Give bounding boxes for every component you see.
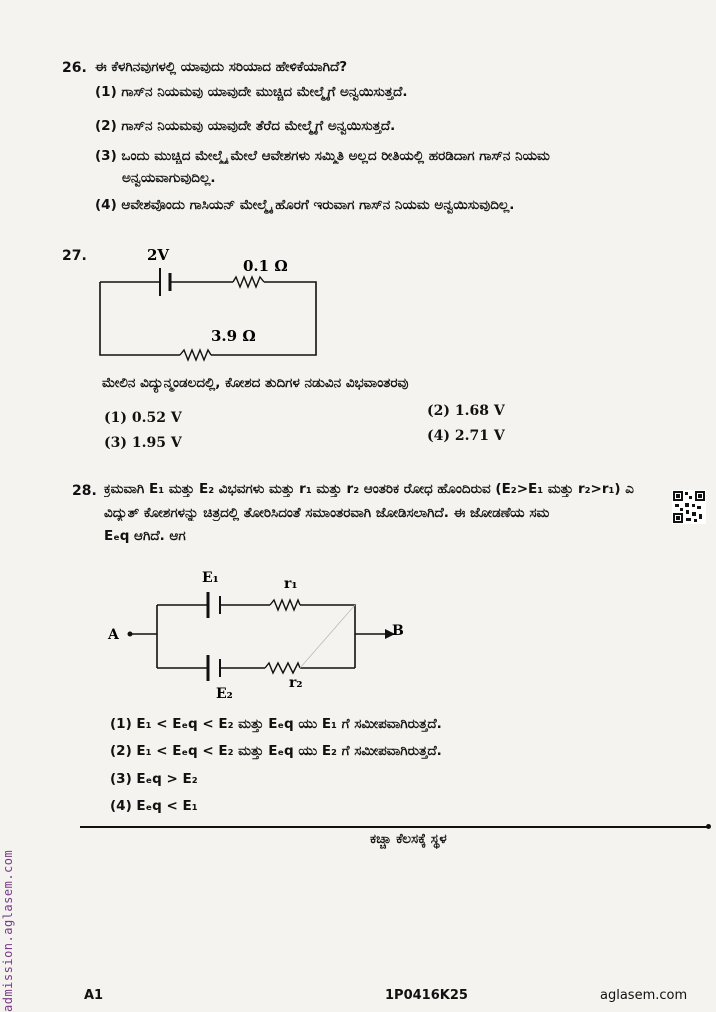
q28-option-2: (2) E₁ < Eₑq < E₂ ಮತ್ತು Eₑq ಯು E₂ ಗೆ ಸಮೀಪವಾಗಿರುತ್ತದೆ. [110, 743, 442, 759]
q27-stem: ಮೇಲಿನ ವಿದ್ಯುನ್ಮಂಡಲದಲ್ಲಿ, ಕೋಶದ ತುದಿಗಳ ನಡುವಿನ ವಿಭವಾಂತರವು [102, 375, 409, 391]
q26-option-2: (2) ಗಾಸ್‌ನ ನಿಯಮವು ಯಾವುದೇ ತೆರೆದ ಮೇಲ್ಮೈಗೆ ಅನ್ವಯಿಸುತ್ತದೆ. [95, 118, 396, 134]
qr-code [672, 490, 706, 524]
q28-stem-line-2: ವಿದ್ಯುತ್ ಕೋಶಗಳನ್ನು ಚಿತ್ರದಲ್ಲಿ ತೋರಿಸಿದಂತೆ ಸಮಾಂತರವಾಗಿ ಜೋಡಿಸಲಾಗಿದೆ. ಈ ಜೋಡಣೆಯ ಸಮ [104, 505, 550, 521]
q27-option-3: (3) 1.95 V [104, 435, 182, 451]
q28-stem-line-3: Eₑq ಆಗಿದೆ. ಆಗ [104, 528, 186, 544]
q26-option-1: (1) ಗಾಸ್‌ನ ನಿಯಮವು ಯಾವುದೇ ಮುಚ್ಚಿದ ಮೇಲ್ಮೈಗೆ ಅನ್ವಯಿಸುತ್ತದೆ. [95, 84, 408, 100]
q27-internal-resistance-label: 0.1 Ω [243, 257, 288, 275]
q28-point-b-label: B [392, 623, 404, 639]
q26-number: 26. [62, 60, 87, 76]
divider-dot [706, 824, 711, 829]
q28-option-4: (4) Eₑq < E₁ [110, 798, 198, 814]
q28-r1-label: r₁ [284, 576, 298, 592]
q28-option-3: (3) Eₑq > E₂ [110, 771, 198, 787]
q26-stem: ಈ ಕೆಳಗಿನವುಗಳಲ್ಲಿ ಯಾವುದು ಸರಿಯಾದ ಹೇಳಿಕೆಯಾಗಿದೆ? [95, 59, 348, 75]
q27-external-resistance-label: 3.9 Ω [211, 327, 256, 345]
q28-r2-label: r₂ [289, 675, 303, 691]
q27-number: 27. [62, 248, 87, 264]
q28-point-a-label: A [108, 627, 119, 643]
footer-section-code: A1 [84, 988, 104, 1003]
q27-circuit-diagram [95, 240, 325, 365]
rough-work-label: ಕಚ್ಚಾ ಕೆಲಸಕ್ಕೆ ಸ್ಥಳ [370, 831, 447, 847]
q28-e2-label: E₂ [216, 686, 233, 702]
q27-option-1: (1) 0.52 V [104, 410, 182, 426]
q26-option-4: (4) ಆವೇಶವೊಂದು ಗಾಸಿಯನ್ ಮೇಲ್ಮೈ ಹೊರಗೆ ಇರುವಾಗ ಗಾಸ್‌ನ ನಿಯಮ ಅನ್ವಯಿಸುವುದಿಲ್ಲ. [95, 197, 515, 213]
q28-e1-label: E₁ [202, 570, 219, 586]
q28-number: 28. [72, 483, 97, 499]
q28-option-1: (1) E₁ < Eₑq < E₂ ಮತ್ತು Eₑq ಯು E₁ ಗೆ ಸಮೀಪವಾಗಿರುತ್ತದೆ. [110, 716, 442, 732]
q27-option-2: (2) 1.68 V [427, 403, 505, 419]
q28-circuit-diagram [100, 565, 420, 710]
footer-site-link[interactable]: aglasem.com [600, 988, 688, 1003]
q26-option-3-cont: ಅನ್ವಯವಾಗುವುದಿಲ್ಲ. [122, 170, 216, 186]
q27-option-4: (4) 2.71 V [427, 428, 505, 444]
q27-emf-label: 2V [147, 246, 170, 264]
footer-paper-code: 1P0416K25 [385, 988, 468, 1003]
q28-stem-line-1: ಕ್ರಮವಾಗಿ E₁ ಮತ್ತು E₂ ವಿಭವಗಳು ಮತ್ತು r₁ ಮತ್ತು r₂ ಆಂತರಿಕ ರೋಧ ಹೊಂದಿರುವ (E₂>E₁ ಮತ್ತು r₂>r₁) ಎ [104, 481, 634, 497]
rough-work-divider [80, 826, 708, 828]
side-watermark: admission.aglasem.com [1, 849, 15, 1012]
q26-option-3: (3) ಒಂದು ಮುಚ್ಚಿದ ಮೇಲ್ಮೈ ಮೇಲೆ ಆವೇಶಗಳು ಸಮ್ಮಿತಿ ಅಲ್ಲದ ರೀತಿಯಲ್ಲಿ ಹರಡಿದಾಗ ಗಾಸ್‌ನ ನಿಯಮ [95, 148, 550, 164]
